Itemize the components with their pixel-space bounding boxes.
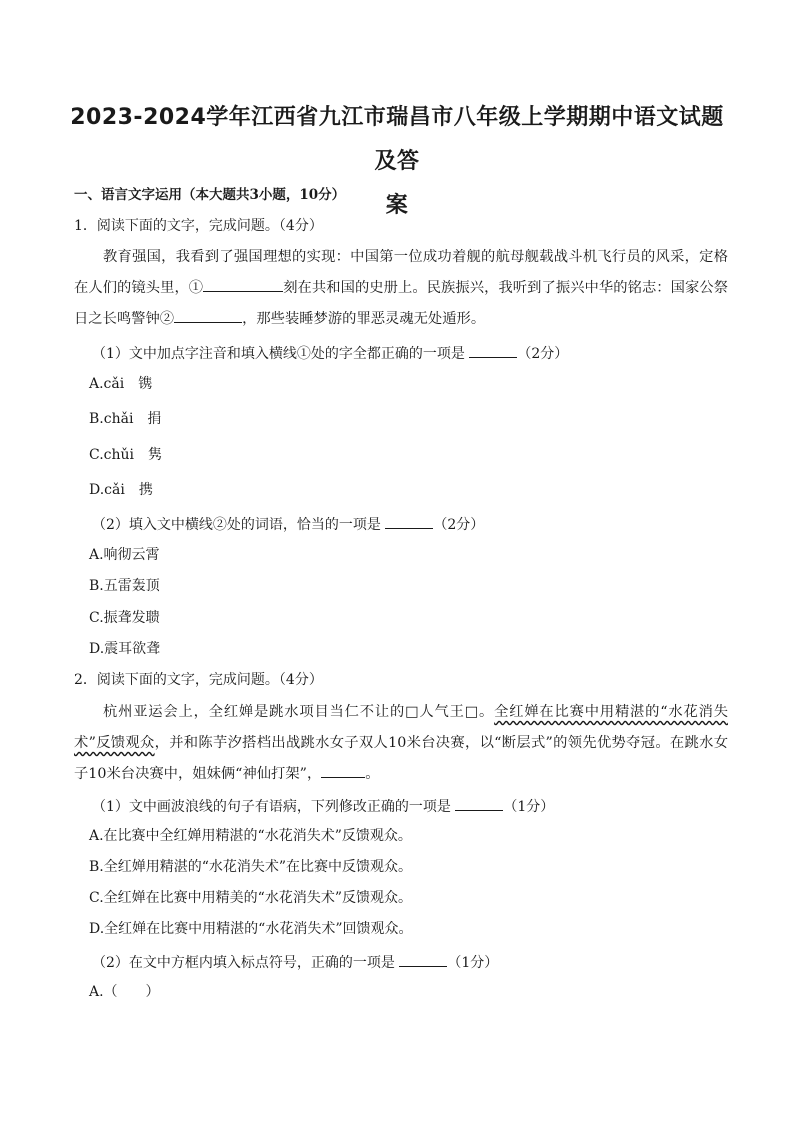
q1-sub1-stem <box>92 342 568 364</box>
q2-sub2-answer-blank <box>399 951 447 967</box>
q2-sub1-option-d: D.全红婵在比赛中用精湛的“水花消失术”回馈观众。 <box>89 921 413 937</box>
q2-sub1-option-a: A.在比赛中全红婵用精湛的“水花消失术”反馈观众。 <box>89 828 412 844</box>
q2-wavy-sentence: 全红婵在比赛中用精湛的“水花消失术”反馈观众 <box>74 704 728 751</box>
title-line-1: 2023-2024学年江西省九江市瑞昌市八年级上学期期中语文试题及答 <box>70 105 724 174</box>
page-title <box>60 96 734 228</box>
blank-2 <box>174 307 242 323</box>
q2-passage <box>74 697 728 790</box>
q1-sub2-option-c: C.振聋发聩 <box>89 610 160 626</box>
q1-sub2-stem <box>92 513 484 535</box>
q2-prompt: 2．阅读下面的文字，完成问题。（4分） <box>74 672 323 688</box>
q1-sub1-answer-blank <box>469 342 517 358</box>
q1-sub1-text: （1）文中加点字注音和填入横线①处的字全都正确的一项是 <box>92 346 465 362</box>
q1-sub2-option-b: B.五雷轰顶 <box>89 578 160 594</box>
q1-sub2-option-d: D.震耳欲聋 <box>89 641 161 657</box>
q1-sub1-option-a: A.cǎi 镌 <box>89 376 153 392</box>
title-line-2: 案 <box>385 193 409 218</box>
q1-sub1-score: （2分） <box>517 346 569 362</box>
q2-blank <box>321 762 365 778</box>
q2-sub1-option-c: C.全红婵在比赛中用精美的“水花消失术”反馈观众。 <box>89 890 412 906</box>
q1-passage-text-c: ，那些装睡梦游的罪恶灵魂无处遁形。 <box>242 311 486 327</box>
q1-passage <box>74 242 728 335</box>
blank-1 <box>203 276 283 292</box>
q1-sub2-score: （2分） <box>433 517 485 533</box>
q2-sub2-option-a: A.（ ） <box>89 984 160 1000</box>
q2-passage-text-a: 杭州亚运会上，全红婵是跳水项目当仁不让的□人气王□。 <box>103 704 495 720</box>
q1-sub1-option-d: D.cǎi 携 <box>89 482 153 498</box>
q1-prompt: 1．阅读下面的文字，完成问题。（4分） <box>74 218 323 234</box>
q2-sub1-score: （1分） <box>503 799 555 815</box>
q2-sub1-answer-blank <box>455 795 503 811</box>
q1-sub1-option-c: C.chǔi 隽 <box>89 447 163 463</box>
q1-passage-text-b: 刻在共和国的史册上。民族振兴，我听到了振兴中华的铭志：国家公祭日之长鸣警钟② <box>74 280 729 327</box>
q1-passage-text-a: 教育强国，我看到了强国理想的实现：中国第一位成功着舰的航母舰载战斗机飞行员的风采，定格在人们的镜头里，① <box>74 249 728 296</box>
q1-sub1-option-b: B.chǎi 捐 <box>89 411 162 427</box>
q2-sub2-score: （1分） <box>447 955 499 971</box>
q1-sub2-text: （2）填入文中横线②处的词语，恰当的一项是 <box>92 517 381 533</box>
q1-sub2-answer-blank <box>385 513 433 529</box>
q2-sub2-text: （2）在文中方框内填入标点符号，正确的一项是 <box>92 955 395 971</box>
q2-passage-text-c: 。 <box>365 766 380 782</box>
q2-sub1-stem <box>92 795 554 817</box>
section-heading: 一、语言文字运用（本大题共3小题，10分） <box>74 187 346 203</box>
q2-sub1-option-b: B.全红婵用精湛的“水花消失术”在比赛中反馈观众。 <box>89 859 413 875</box>
q1-sub2-option-a: A.响彻云霄 <box>89 547 160 563</box>
q2-sub1-text: （1）文中画波浪线的句子有语病，下列修改正确的一项是 <box>92 799 451 815</box>
q2-passage-text-b: ，并和陈芋汐搭档出战跳水女子双人10米台决赛，以“断层式”的领先优势夺冠。在跳水女子10米台决赛中，姐妹俩“神仙打架”， <box>74 735 729 782</box>
q2-sub2-stem <box>92 951 498 973</box>
